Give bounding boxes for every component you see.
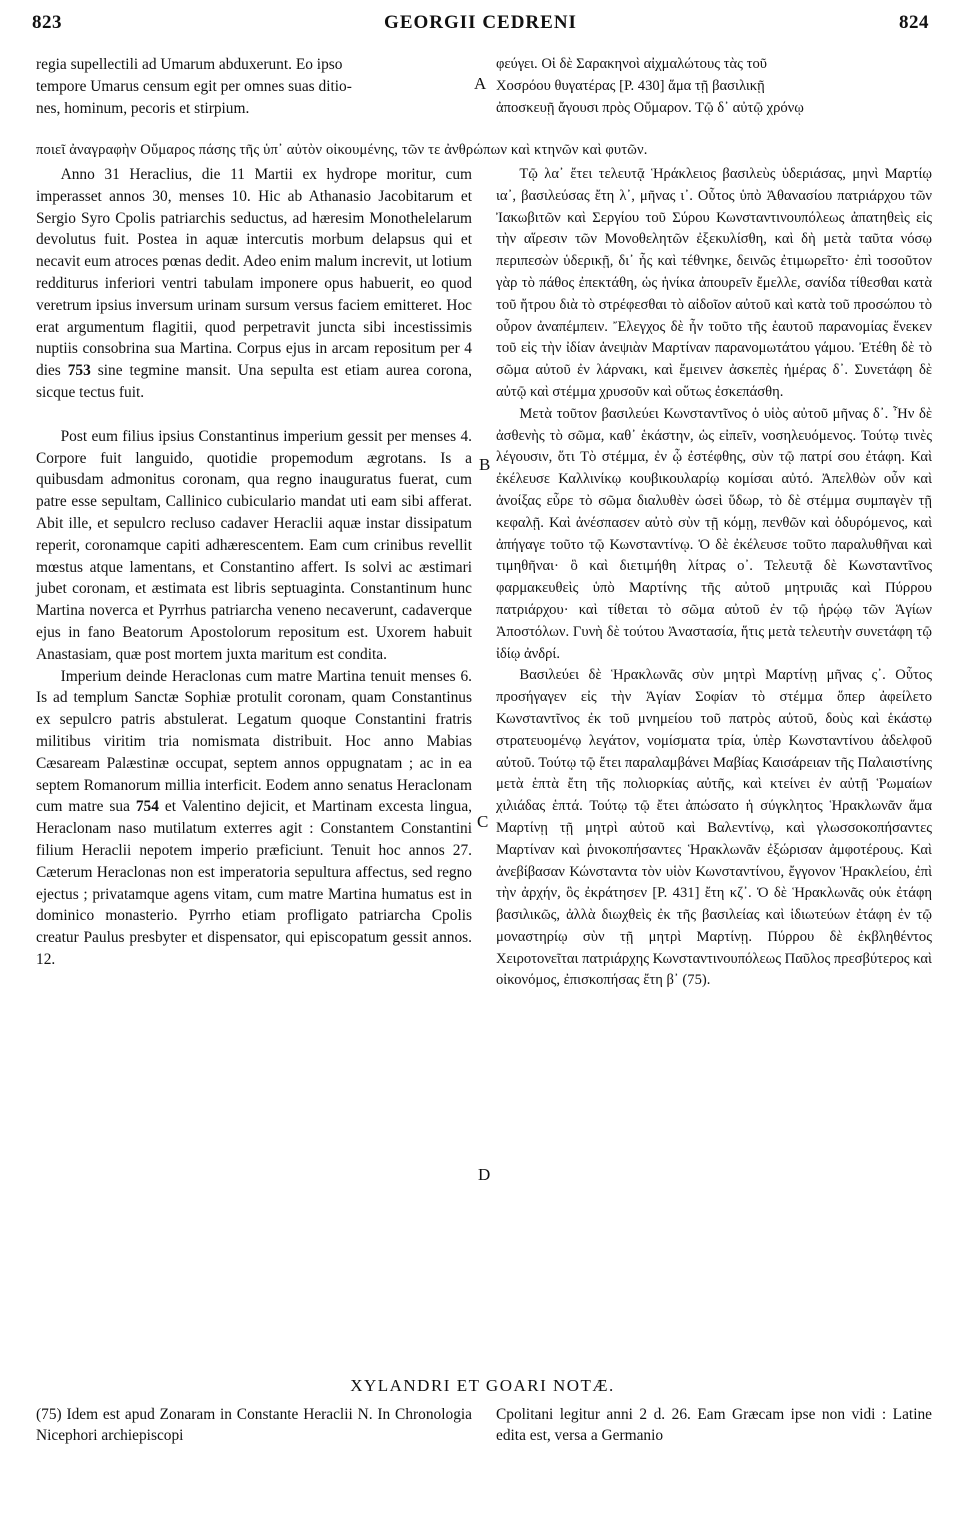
latin-paragraph-3-text: Imperium deinde Heraclonas cum matre Martina tenuit menses 6. Is ad templum Sanctæ Sophiæ protulit coronam, quam Constantinus ex sepulcro patris abstulerat. Legatum quoque Constantini fratris militibus viritim tria nomismata distribuit. Hoc anno Mabias Cæsaream Palæstinæ occupat, septem annos oppugnatam ; ac in ea septem Romanorum millia interficit. Eodem anno senatus Heraclonam cum matre sua [36,667,472,816]
latin-top-line-2: tempore Umarus censum egit per omnes suas ditio- [36,77,352,95]
greek-top-line-3: ἀποσκευῇ ἄγουσι πρὸς Οὔμαρον. Τῷ δ᾽ αὐτῷ χρόνῳ [496,99,804,116]
greek-top-line-2: Χοσρόου θυγατέρας [P. 430] ἅμα τῇ βασιλικῇ [496,77,765,94]
latin-paragraph-1 [36,164,472,404]
page-number-left: 823 [32,12,62,33]
marker-c: C [477,812,489,831]
marker-b: B [479,455,491,474]
running-title: GEORGII CEDRENI [384,12,577,33]
greek-top-line-1: φεύγει. Οἱ δὲ Σαρακηνοὶ αἰχμαλώτους τὰς τοῦ [496,56,767,72]
latin-top-line-1: regia supellectili ad Umarum abduxerunt. Eo ipso [36,56,343,73]
greek-paragraph-2: Μετὰ τοῦτον βασιλεύει Κωνσταντῖνος ὁ υἱὸς αὐτοῦ μῆνας δ᾽. Ἦν δὲ ἀσθενὴς τὸ σῶμα, καθ᾽ ἑκάστην, ὡς εἰπεῖν, νοσηλευόμενος. Τούτῳ τινὲς λέγουσιν, ὅτι Τὸ στέμμα, ἐν ᾧ ἐστέφθης, σὺν τῷ πατρί σου ἐτάφη. Καὶ ἐκέλευσε Καλλινίκῳ κουβικουλαρίῳ κομίσαι αὐτό. Ἀπελθὼν οὖν καὶ ἀνοίξας εὗρε τὸ σῶμα διαλυθὲν ὡσεὶ ὕδωρ, τὸ δὲ στέμμα συμπαγὲν τῇ κεφαλῇ. Καὶ ἀνέσπασεν αὐτὸ σὺν τῇ κόμῃ, πενθῶν καὶ ὀδυρόμενος, καὶ ἀπήγαγε τοῦτο τῷ Κωνσταντίνῳ. Ὁ δὲ ἐκέλευσε τοῦτο παραλυθῆναι καὶ τιμηθῆναι· ὃ καὶ διετιμήθη λίτρας ο᾽. Τελευτᾷ δὲ Κωνσταντῖνος φαρμακευθεὶς ὑπὸ Μαρτίνης τῆς αὐτοῦ μητρυιᾶς καὶ Πύρρου πατριάρχου· καὶ τίθεται τὸ σῶμα αὐτοῦ ἐν τῷ ἡρῴῳ τῶν Ἁγίων Ἀποστόλων. Γυνὴ δὲ τούτου Ἀναστασία, ἥτις μετὰ τελευτὴν συνετάφη τῷ ἰδίῳ ἀνδρί. [496,405,932,662]
latin-marginal-number-753: 753 [67,362,91,380]
marker-a: A [474,74,487,93]
latin-paragraph-3-end: et Valentino dejicit, et Martinam excesta lingua, Heraclonam naso mutilatum exterres agit : Constantem Constantini filium Heraclii nepotem imperio præficiunt. Tenuit hoc annos 27. Cæterum Heraclonas non est imperatoria sepultura affectus, sed regno ejectus ; privatamque agens vitam, cum matre Martina humatus est in dominico monasterio. Pyrrho etiam profligato patriarcha Cpolis creatur Paulus presbyter et dispensator, qui episcopatum gessit annos. 12. [36,798,472,968]
latin-top-block [36,54,472,119]
latin-paragraph-2: Post eum filius ipsius Constantinus imperium gessit per menses 4. Corpore fuit languido, quotidie propemodum ægrotans. Is a quibusdam admonitus coronam, qua regno inauguratus fuerat, cum patre esse sepultam, Callinico cubiculario mandat uti eam sibi afferat. Abit ille, et sepulcro recluso cadaver Heraclii aquæ instar dissipatum reperit, coronamque capiti adhærescentem. Eam cum crinibus revellit mœstus atque lamentans, et Constantino affert. Is solvi ac æstimari jubet coronam, et æstimata est libris septuaginta. Constantinum hunc Martina noverca et Pyrrhus patriarcha veneno necaverunt, cadaverque ejus in fano Beatorum Apostolorum repositum est. Uxorem habuit Anastasiam, quæ post mortem juxta maritum est condita. [36,427,472,663]
greek-paragraph-3: Βασιλεύει δὲ Ἡρακλωνᾶς σὺν μητρὶ Μαρτίνῃ μῆνας ς᾽. Οὗτος προσήγαγεν εἰς τὴν Ἁγίαν Σοφίαν τὸ στέμμα ὅπερ ἀφείλετο Κωνσταντῖνος ἐκ τοῦ μνημείου τοῦ πατρὸς αὐτοῦ, δοὺς καὶ ἑκάστῳ στρατευομένῳ λεγάτον, νομίσματα τρία, ὑπὲρ Κωνσταντίνου ἀδελφοῦ αὐτοῦ. Τούτῳ τῷ ἔτει παραλαμβάνει Μαβίας Καισάρειαν τῆς Παλαιστίνης μετὰ ἑπτὰ ἔτη τῆς πολιορκίας αὐτῆς, καὶ κτείνει ἐν αὐτῇ Ῥωμαίων χιλιάδας ἑπτά. Τούτῳ τῷ ἔτει ἀπώσατο ἡ σύγκλητος Ἡρακλωνᾶν ἅμα Μαρτίνῃ τῇ μητρὶ αὐτοῦ καὶ Βαλεντίνῳ, καὶ γλωσσοκοπήσαντες Μαρτίναν καὶ ῥινοκοπήσαντες Ἡρακλωνᾶν ἐξώρισαν ἀμφοτέρους. Καὶ ἀνεβίβασαν Κώνσταντα τὸν υἱὸν Κωνσταντίνου, ἔγγονον Ἡρακλείου, ἐπὶ τὴν ἀρχήν, ὃς ἐκράτησεν [P. 431] ἔτη κζ᾽. Ὁ δὲ Ἡρακλωνᾶς οὐκ ἐτάφη βασιλικῶς, ἀλλὰ διωχθεὶς ἐκ τῆς βασιλείας καὶ ἰδιωτεύων ἐτάφη ἐν τῷ μοναστηρίῳ σὺν τῇ μητρὶ Μαρτίνῃ. Πύρρου δὲ ἐκβληθέντος Χειροτονεῖται πατριάρχης Κωνσταντινουπόλεως Παῦλος πρεσβύτερος καὶ οἰκονόμος, ἐπισκοπήσας ἔτη β᾽ (75). [496,667,932,989]
latin-marginal-number-754: 754 [135,798,159,816]
greek-spanning-line: ποιεῖ ἀναγραφὴν Οὔμαρος πάσης τῆς ὑπ᾽ αὐτὸν οἰκουμένης, τῶν τε ἀνθρώπων καὶ κτηνῶν καὶ φυτῶν. [36,142,648,158]
page-number-right: 824 [899,12,929,33]
latin-paragraph-3 [36,666,472,971]
note-left: (75) Idem est apud Zonaram in Constante Heraclii N. In Chronologia Nicephori archiepiscopi [36,1406,472,1444]
greek-paragraph-1: Τῷ λα᾽ ἔτει τελευτᾷ Ἡράκλειος βασιλεὺς ὑδεριάσας, μηνὶ Μαρτίῳ ια᾽, βασιλεύσας ἔτη λ᾽, μῆνας ι᾽. Οὗτος ὑπὸ Ἀθανασίου πατριάρχου τῶν Ἰακωβιτῶν καὶ Σεργίου τοῦ Σύρου Κωνσταντινουπόλεως ἀπατηθεὶς εἰς τὴν αἵρεσιν τῶν Μονοθελητῶν ἐξεκυλίσθη, καὶ δὴ μετὰ ταῦτα νόσῳ περιπεσὼν ὑδερικῇ, δι᾽ ἧς καὶ τέθνηκε, δεινῶς ἐτιμωρεῖτο· ἐπὶ τοσοῦτον γὰρ τὸ πάθος ἐπεκτάθη, ὡς ἡνίκα ἀπουρεῖν ἔμελλε, σανίδα τίθεσθαι κατὰ τοῦ ἤτρου διὰ τὸ στρέφεσθαι τὸ αἰδοῖον αὐτοῦ καὶ κατὰ τοῦ προσώπου τὸ οὖρον ἀναπέμπειν. Ἔλεγχος δὲ ἦν τοῦτο τῆς ἑαυτοῦ παρανομίας ἕνεκεν τοῦ εἰς τὴν ἰδίαν ἀνεψιὰν Μαρτίναν παρανομωτάτου γάμου. Ἐτέθη δὲ τὸ σῶμα αὐτοῦ ἐν λάρνακι, καὶ ἔμεινεν ἀσκεπὲς ἡμέρας δ᾽. Συνετάφη δὲ αὐτῷ καὶ στέμμα χρυσοῦν καὶ οὕτως ἐσκεπάσθη. [496,166,932,400]
marker-d: D [478,1165,491,1184]
latin-paragraph-1-text: Anno 31 Heraclius, die 11 Martii ex hydrope moritur, cum imperasset annos 30, menses 10. Hic ab Athanasio Jacobitarum et Sergio Syro Cpolis patriarchis seductus, ad hæresim Monothelelarum devolutus fuit. Postea in aquæ intercutis morbum delapsus qui et necavit eum atroces pœnas dedit. Adeo enim malum increvit, ut lotium redditurus inferiori ventri tabulam imponere opus habuerit, eo quod veretrum ipsius inversum urinam sursum versus faciem emitteret. Hoc erat argumentum flagitii, quod perpetravit juncta sibi incestissimis nuptiis consobrina sua Martina. Corpus ejus in arcam repositum per 4 dies [36,166,472,380]
greek-top-block [496,54,932,119]
running-header [32,10,929,40]
latin-column [36,164,472,971]
latin-paragraph-1-end: sine tegmine mansit. Una sepulta est etiam aurea corona, sicque tectus fuit. [36,362,472,401]
note-right: Cpolitani legitur anni 2 d. 26. Eam Græcam ipse non vidi : Latine edita est, versa a Germanio [496,1406,932,1444]
greek-column [496,164,932,992]
notes-title: XYLANDRI ET GOARI NOTÆ. [350,1376,615,1395]
latin-top-line-3: nes, hominum, pecoris et stirpium. [36,99,250,117]
